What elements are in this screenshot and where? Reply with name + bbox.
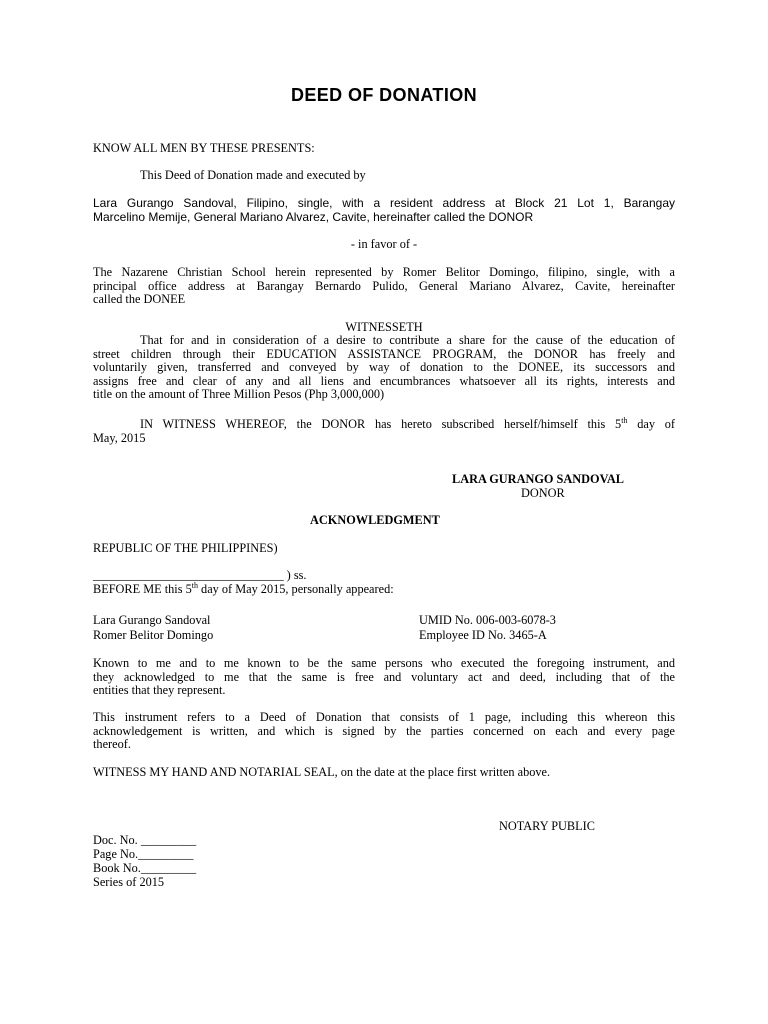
witnesseth-paragraph-line: street children through their EDUCATION ASSISTANCE PROGRAM, the DONOR has freely and — [93, 346, 675, 361]
in-witness-sup: th — [621, 416, 628, 425]
witness-hand-line: WITNESS MY HAND AND NOTARIAL SEAL, on the date at the place first written above. — [93, 765, 551, 779]
party-name: Lara Gurango Sandoval — [93, 613, 211, 627]
document-title: DEED OF DONATION — [290, 85, 478, 105]
known-paragraph-line: they acknowledged to me that the same is free and voluntary act and deed, including that of the — [93, 669, 675, 684]
known-paragraph-line: entities that they represent. — [93, 683, 226, 698]
donee-paragraph-line: principal office address at Barangay Bernardo Pulido, General Mariano Alvarez, Cavite, hereinafter — [93, 278, 675, 293]
donor-paragraph-line: Lara Gurango Sandoval, Filipino, single, with a resident address at Block 21 Lot 1, Barangay — [93, 196, 675, 210]
donor-paragraph — [93, 197, 675, 224]
donor-signature-name: LARA GURANGO SANDOVAL — [452, 472, 624, 486]
instrument-paragraph-line: acknowledgement is written, and which is signed by the parties concerned on each and every page — [93, 723, 675, 738]
notary-public-label: NOTARY PUBLIC — [499, 819, 595, 833]
witnesseth-paragraph-line: title on the amount of Three Million Pesos (Php 3,000,000) — [93, 387, 385, 402]
donor-signature-role: DONOR — [521, 486, 565, 500]
registry-page-no: Page No._________ — [93, 847, 194, 861]
in-witness-text: IN WITNESS WHEREOF, the DONOR has hereto subscribed herself/himself this 5 — [140, 417, 622, 431]
registry-doc-no: Doc. No. _________ — [93, 833, 197, 847]
before-me-line — [93, 583, 394, 597]
before-me-text: BEFORE ME this 5 — [93, 582, 192, 596]
known-paragraph — [93, 657, 675, 698]
instrument-paragraph — [93, 711, 675, 752]
instrument-paragraph-line: This instrument refers to a Deed of Donation that consists of 1 page, including this whereon this — [93, 710, 675, 724]
donee-paragraph-line: called the DONEE — [93, 292, 186, 307]
registry-series: Series of 2015 — [93, 875, 165, 889]
donor-paragraph-line: Marcelino Memije, General Mariano Alvarez, Cavite, hereinafter called the DONOR — [93, 209, 534, 224]
ss-line: _______________________________ ) ss. — [93, 568, 307, 582]
instrument-paragraph-line: thereof. — [93, 737, 131, 752]
witnesseth-paragraph-line: voluntarily given, transferred and conveyed by way of donation to the DONEE, its successors and — [93, 360, 675, 375]
in-witness-line-2: May, 2015 — [93, 430, 146, 445]
in-favor-of: - in favor of - — [350, 237, 418, 251]
before-me-sup: th — [191, 581, 198, 590]
donee-paragraph-line: The Nazarene Christian School herein represented by Romer Belitor Domingo, filipino, single, with a — [93, 265, 675, 279]
party-id: Employee ID No. 3465-A — [419, 628, 547, 642]
witnesseth-paragraph-line: assigns free and clear of any and all liens and encumbrances whatsoever all its rights, interests and — [93, 373, 675, 388]
republic-line: REPUBLIC OF THE PHILIPPINES) — [93, 541, 278, 555]
before-me-text-end: day of May 2015, personally appeared: — [197, 582, 394, 596]
party-id: UMID No. 006-003-6078-3 — [419, 613, 556, 627]
registry-book-no: Book No._________ — [93, 861, 197, 875]
in-witness-paragraph — [93, 418, 675, 445]
intro-line: This Deed of Donation made and executed by — [140, 168, 366, 182]
known-paragraph-line: Known to me and to me known to be the same persons who executed the foregoing instrument, and — [93, 656, 675, 670]
acknowledgment-heading: ACKNOWLEDGMENT — [310, 513, 440, 527]
witnesseth-paragraph-line: That for and in consideration of a desire to contribute a share for the cause of the education of — [140, 333, 675, 347]
donee-paragraph — [93, 266, 675, 307]
party-name: Romer Belitor Domingo — [93, 628, 214, 642]
in-witness-text-end: day of — [627, 417, 676, 431]
witnesseth-heading: WITNESSETH — [345, 320, 423, 334]
opening-line: KNOW ALL MEN BY THESE PRESENTS: — [93, 141, 315, 155]
in-witness-line — [93, 418, 675, 432]
witnesseth-paragraph — [93, 334, 675, 402]
